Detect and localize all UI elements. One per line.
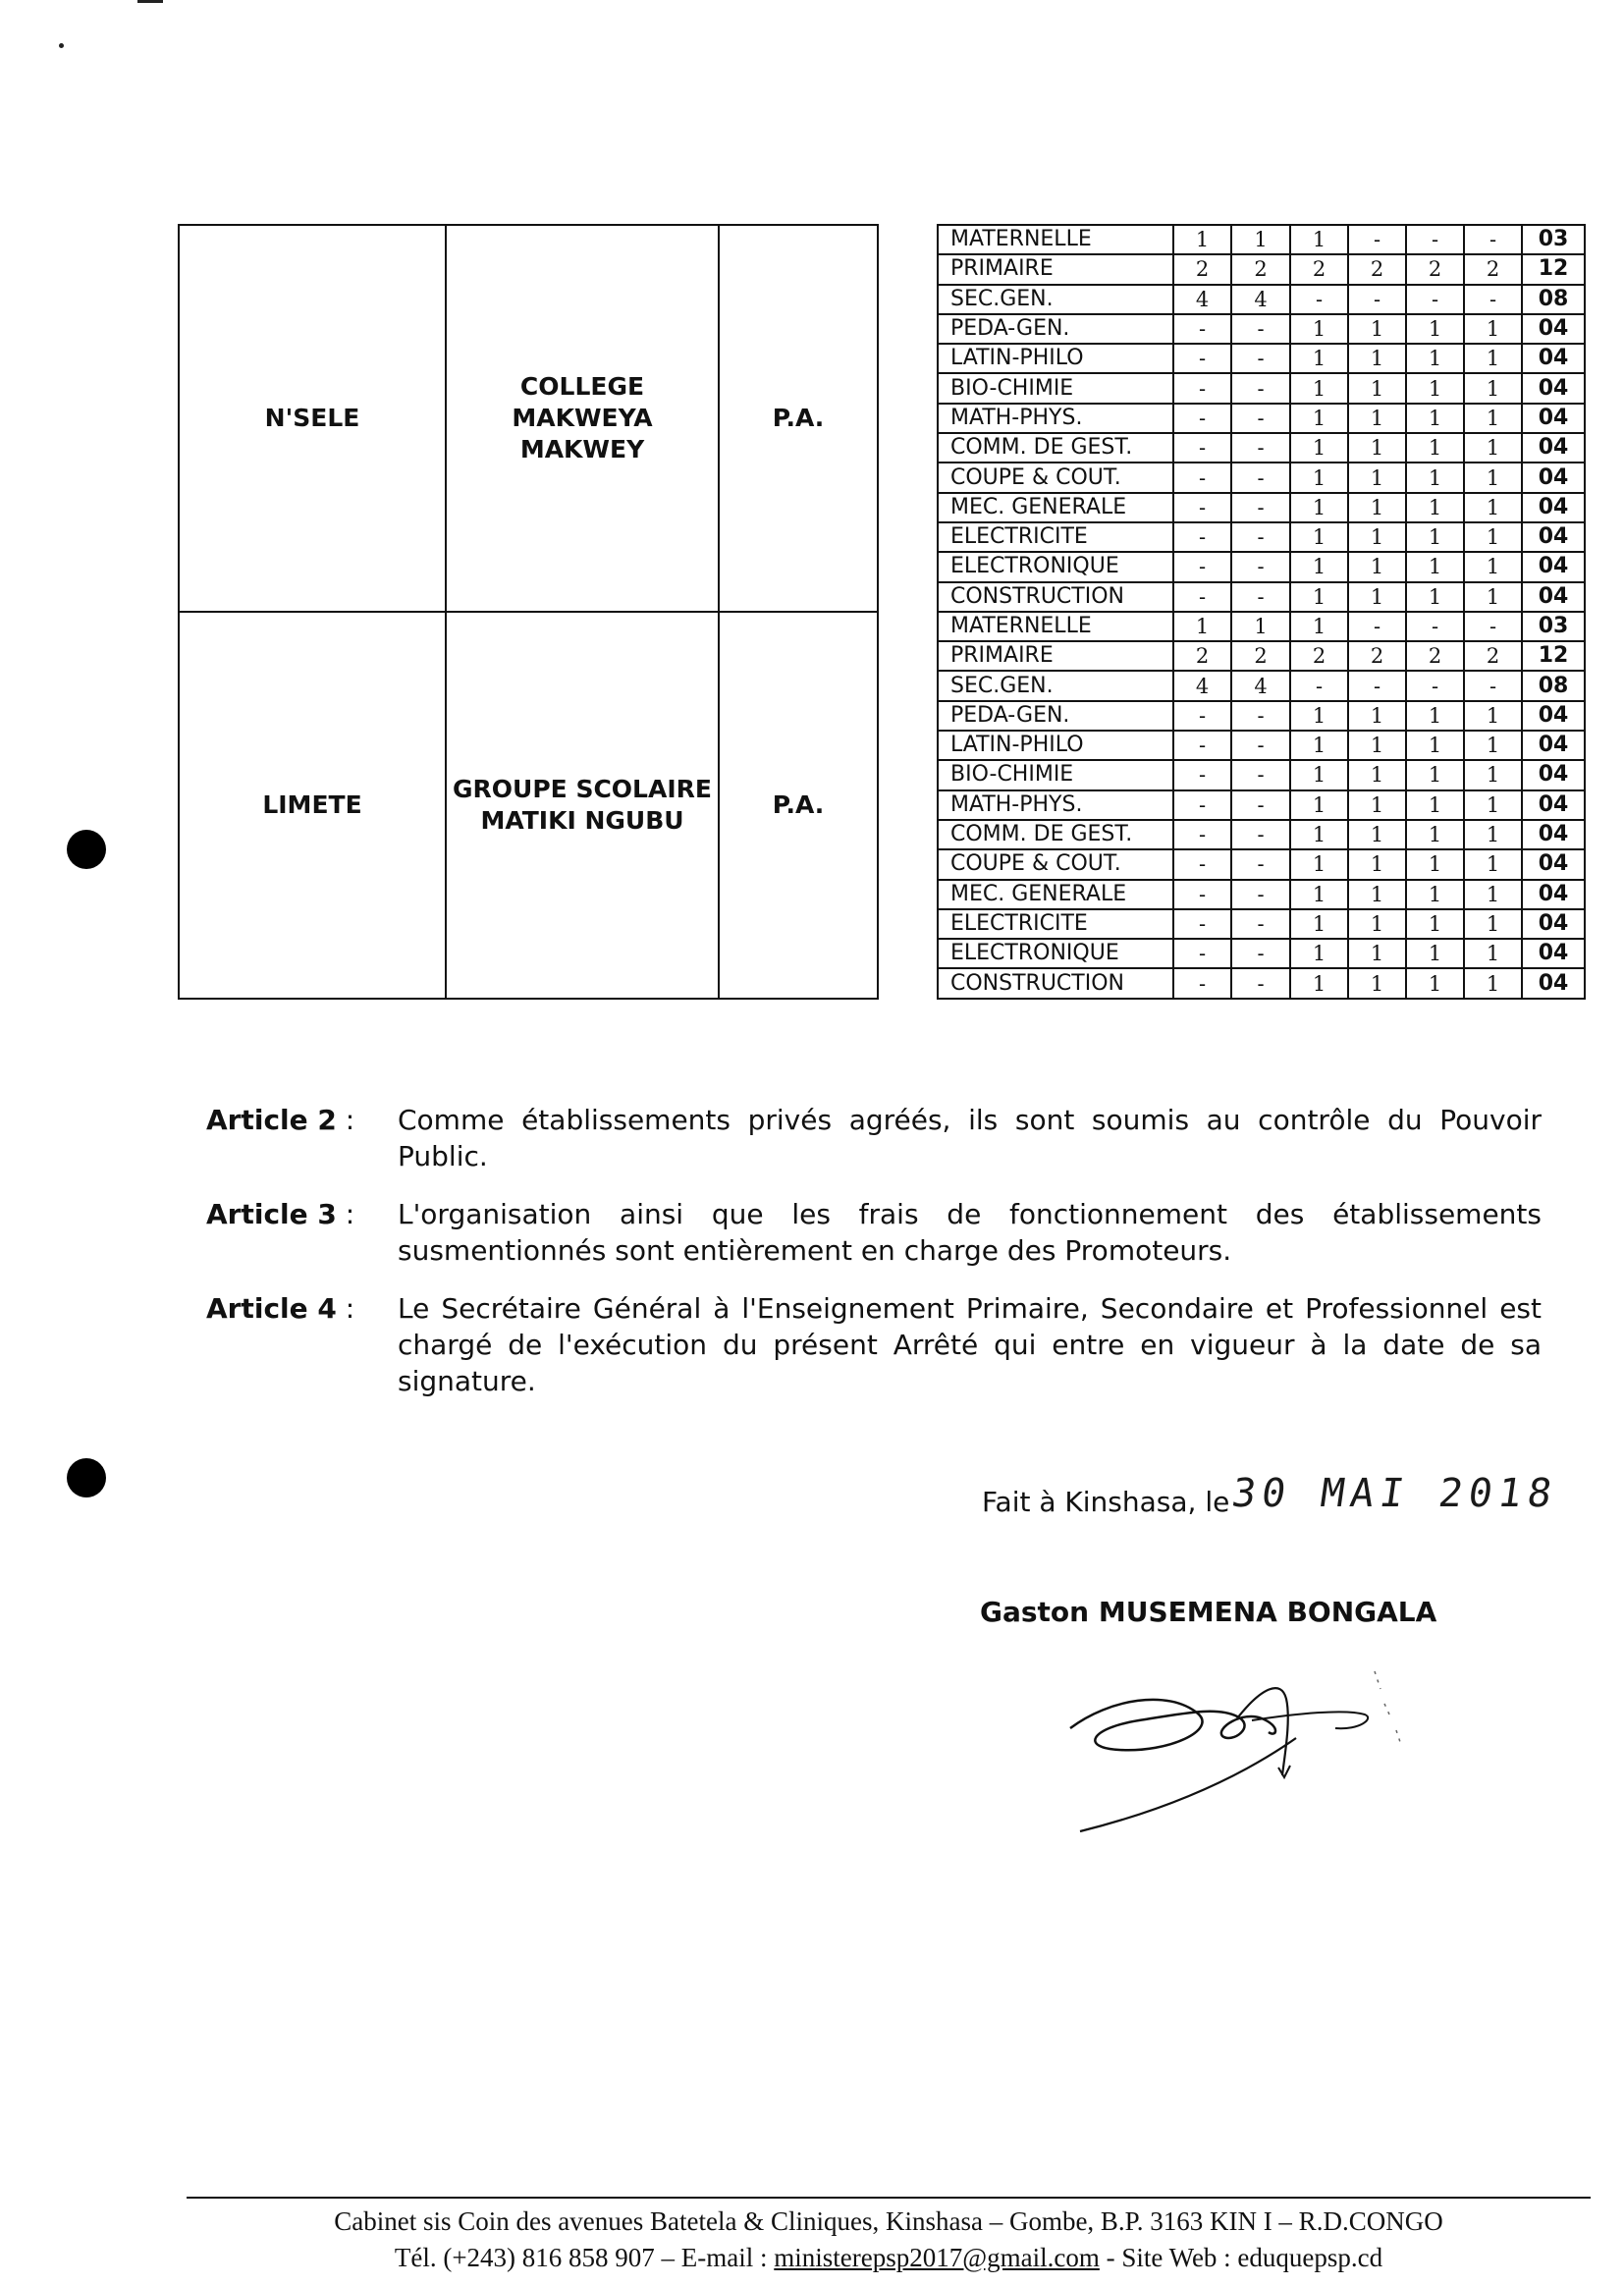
class-count-cell: 1 xyxy=(1290,849,1348,879)
class-count-cell: 1 xyxy=(1406,582,1464,612)
commune-cell: LIMETE xyxy=(179,612,446,999)
class-count-cell: - xyxy=(1231,344,1290,373)
class-count-cell: - xyxy=(1406,612,1464,641)
class-count-cell: - xyxy=(1173,790,1231,820)
total-cell: 04 xyxy=(1522,701,1585,731)
section-cell: COUPE & COUT. xyxy=(938,463,1173,492)
total-cell: 04 xyxy=(1522,820,1585,849)
class-count-cell: - xyxy=(1231,760,1290,789)
class-count-cell: 1 xyxy=(1348,582,1406,612)
class-count-cell: 1 xyxy=(1290,314,1348,344)
class-count-cell: - xyxy=(1231,314,1290,344)
article-text: L'organisation ainsi que les frais de fonctionnement des établissements susmentionnés sont entièrement en charge des Promoteurs. xyxy=(398,1198,1542,1267)
school-cell xyxy=(446,612,719,999)
class-count-cell: 4 xyxy=(1231,671,1290,700)
class-count-cell: 2 xyxy=(1173,641,1231,671)
class-count-cell: 1 xyxy=(1406,939,1464,968)
class-count-cell: 1 xyxy=(1464,790,1522,820)
class-count-cell: - xyxy=(1173,373,1231,403)
class-count-cell: 2 xyxy=(1406,254,1464,284)
class-count-cell: - xyxy=(1348,285,1406,314)
class-count-cell: 1 xyxy=(1464,731,1522,760)
school-name-line: COLLEGE xyxy=(519,371,645,401)
article-text: Comme établissements privés agréés, ils sont soumis au contrôle du Pouvoir Public. xyxy=(398,1104,1542,1172)
class-count-cell: - xyxy=(1231,939,1290,968)
class-count-cell: 2 xyxy=(1290,254,1348,284)
class-count-cell: - xyxy=(1231,968,1290,998)
class-count-cell: - xyxy=(1231,820,1290,849)
total-cell: 08 xyxy=(1522,671,1585,700)
class-count-cell: 2 xyxy=(1231,254,1290,284)
class-count-cell: 2 xyxy=(1231,641,1290,671)
section-cell: SEC.GEN. xyxy=(938,671,1173,700)
footer-contact: Tél. (+243) 816 858 907 – E-mail : ministerepsp2017@gmail.com - Site Web : eduquepsp.cd xyxy=(394,2243,1383,2272)
total-cell: 04 xyxy=(1522,373,1585,403)
class-count-cell: 1 xyxy=(1290,790,1348,820)
section-cell: ELECTRICITE xyxy=(938,909,1173,939)
class-count-cell: 1 xyxy=(1290,404,1348,433)
class-count-cell: - xyxy=(1173,493,1231,522)
class-count-cell: - xyxy=(1173,344,1231,373)
class-count-cell: - xyxy=(1173,701,1231,731)
class-count-cell: - xyxy=(1290,671,1348,700)
total-cell: 12 xyxy=(1522,254,1585,284)
class-count-cell: 1 xyxy=(1406,433,1464,463)
class-count-cell: 1 xyxy=(1464,344,1522,373)
allocation-table xyxy=(178,224,1586,1000)
class-count-cell: 1 xyxy=(1464,760,1522,789)
article-text: Le Secrétaire Général à l'Enseignement Primaire, Secondaire et Professionnel est chargé de l'exécution du présent Arrêté qui entre en vigueur à la date de sa signature. xyxy=(398,1292,1542,1397)
class-count-cell: - xyxy=(1406,225,1464,254)
class-count-cell: - xyxy=(1173,880,1231,909)
section-cell: LATIN-PHILO xyxy=(938,344,1173,373)
section-cell: MEC. GENERALE xyxy=(938,493,1173,522)
class-count-cell: 1 xyxy=(1348,404,1406,433)
class-count-cell: 1 xyxy=(1464,522,1522,552)
class-count-cell: - xyxy=(1231,909,1290,939)
total-cell: 12 xyxy=(1522,641,1585,671)
article-2 xyxy=(206,1102,1542,1174)
school-name-line: MAKWEYA xyxy=(512,403,653,432)
class-count-cell: 1 xyxy=(1348,849,1406,879)
section-cell: COMM. DE GEST. xyxy=(938,433,1173,463)
total-cell: 03 xyxy=(1522,225,1585,254)
class-count-cell: 1 xyxy=(1290,820,1348,849)
class-count-cell: - xyxy=(1173,522,1231,552)
punch-hole-upper xyxy=(67,830,106,869)
class-count-cell: 1 xyxy=(1290,968,1348,998)
class-count-cell: 2 xyxy=(1464,254,1522,284)
class-count-cell: 4 xyxy=(1231,285,1290,314)
handwritten-date-stamp: 30 MAI 2018 xyxy=(1228,1471,1561,1516)
class-count-cell: 1 xyxy=(1290,552,1348,581)
class-count-cell: 1 xyxy=(1173,225,1231,254)
total-cell: 04 xyxy=(1522,939,1585,968)
class-count-cell: 1 xyxy=(1406,373,1464,403)
class-count-cell: 1 xyxy=(1406,820,1464,849)
class-count-cell: - xyxy=(1231,731,1290,760)
class-count-cell: 1 xyxy=(1290,760,1348,789)
total-cell: 04 xyxy=(1522,463,1585,492)
school-name-line: GROUPE SCOLAIRE xyxy=(453,774,712,803)
class-count-cell: - xyxy=(1348,671,1406,700)
class-count-cell: 1 xyxy=(1464,373,1522,403)
class-count-cell: 1 xyxy=(1464,582,1522,612)
class-count-cell: - xyxy=(1173,909,1231,939)
class-count-cell: 1 xyxy=(1173,612,1231,641)
class-count-cell: 1 xyxy=(1464,433,1522,463)
article-label: Article 2 : xyxy=(206,1104,355,1136)
class-count-cell: 1 xyxy=(1348,909,1406,939)
section-cell: ELECTRONIQUE xyxy=(938,939,1173,968)
total-cell: 04 xyxy=(1522,731,1585,760)
class-count-cell: 1 xyxy=(1231,612,1290,641)
regime-cell: P.A. xyxy=(719,612,878,999)
scan-mark-top xyxy=(137,0,163,3)
class-count-cell: 1 xyxy=(1406,909,1464,939)
class-count-cell: - xyxy=(1464,225,1522,254)
section-cell: PRIMAIRE xyxy=(938,254,1173,284)
school-cell xyxy=(446,225,719,612)
class-count-cell: 1 xyxy=(1290,731,1348,760)
class-count-cell: 1 xyxy=(1348,760,1406,789)
table-row xyxy=(179,225,1585,254)
class-count-cell: - xyxy=(1231,404,1290,433)
class-count-cell: 1 xyxy=(1464,463,1522,492)
section-cell: ELECTRICITE xyxy=(938,522,1173,552)
total-cell: 04 xyxy=(1522,909,1585,939)
footer-address: Cabinet sis Coin des avenues Batetela & Cliniques, Kinshasa – Gombe, B.P. 3163 KIN I – R.D.CONGO xyxy=(334,2206,1443,2236)
class-count-cell: - xyxy=(1173,552,1231,581)
class-count-cell: - xyxy=(1173,968,1231,998)
class-count-cell: - xyxy=(1464,671,1522,700)
class-count-cell: - xyxy=(1173,849,1231,879)
class-count-cell: - xyxy=(1173,463,1231,492)
class-count-cell: 4 xyxy=(1173,671,1231,700)
total-cell: 04 xyxy=(1522,849,1585,879)
class-count-cell: - xyxy=(1231,582,1290,612)
class-count-cell: - xyxy=(1173,433,1231,463)
section-cell: PEDA-GEN. xyxy=(938,314,1173,344)
handwritten-signature xyxy=(1051,1660,1424,1846)
total-cell: 04 xyxy=(1522,493,1585,522)
class-count-cell: 1 xyxy=(1348,522,1406,552)
class-count-cell: 1 xyxy=(1406,344,1464,373)
total-cell: 04 xyxy=(1522,314,1585,344)
class-count-cell: - xyxy=(1173,314,1231,344)
section-cell: PEDA-GEN. xyxy=(938,701,1173,731)
class-count-cell: 1 xyxy=(1348,314,1406,344)
class-count-cell: 1 xyxy=(1464,820,1522,849)
total-cell: 04 xyxy=(1522,582,1585,612)
class-count-cell: 1 xyxy=(1348,493,1406,522)
section-cell: MATH-PHYS. xyxy=(938,404,1173,433)
class-count-cell: 1 xyxy=(1464,314,1522,344)
class-count-cell: 1 xyxy=(1348,880,1406,909)
class-count-cell: 1 xyxy=(1406,493,1464,522)
class-count-cell: - xyxy=(1348,612,1406,641)
articles-section xyxy=(206,1102,1542,1421)
class-count-cell: 1 xyxy=(1348,344,1406,373)
class-count-cell: 1 xyxy=(1290,433,1348,463)
class-count-cell: 1 xyxy=(1290,225,1348,254)
class-count-cell: - xyxy=(1173,582,1231,612)
section-cell: MEC. GENERALE xyxy=(938,880,1173,909)
class-count-cell: 4 xyxy=(1173,285,1231,314)
class-count-cell: 1 xyxy=(1348,373,1406,403)
gap-cell xyxy=(878,612,938,999)
table-row xyxy=(179,612,1585,641)
article-label: Article 4 : xyxy=(206,1292,355,1325)
class-count-cell: 2 xyxy=(1406,641,1464,671)
class-count-cell: - xyxy=(1231,373,1290,403)
class-count-cell: 1 xyxy=(1348,701,1406,731)
class-count-cell: - xyxy=(1231,463,1290,492)
class-count-cell: 1 xyxy=(1290,582,1348,612)
class-count-cell: 1 xyxy=(1290,344,1348,373)
class-count-cell: 1 xyxy=(1348,552,1406,581)
class-count-cell: - xyxy=(1231,790,1290,820)
section-cell: CONSTRUCTION xyxy=(938,968,1173,998)
class-count-cell: 1 xyxy=(1290,612,1348,641)
class-count-cell: - xyxy=(1231,522,1290,552)
class-count-cell: 1 xyxy=(1348,939,1406,968)
class-count-cell: 1 xyxy=(1406,701,1464,731)
total-cell: 04 xyxy=(1522,404,1585,433)
section-cell: BIO-CHIMIE xyxy=(938,373,1173,403)
footer-rule xyxy=(187,2197,1591,2199)
class-count-cell: 1 xyxy=(1406,731,1464,760)
class-count-cell: 1 xyxy=(1464,909,1522,939)
section-cell: COUPE & COUT. xyxy=(938,849,1173,879)
class-count-cell: 2 xyxy=(1348,254,1406,284)
school-name-line: MAKWEY xyxy=(519,434,645,463)
class-count-cell: 1 xyxy=(1406,522,1464,552)
class-count-cell: 1 xyxy=(1464,968,1522,998)
signatory-name: Gaston MUSEMENA BONGALA xyxy=(980,1596,1437,1628)
class-count-cell: 1 xyxy=(1464,849,1522,879)
class-count-cell: 1 xyxy=(1406,314,1464,344)
total-cell: 04 xyxy=(1522,344,1585,373)
class-count-cell: 1 xyxy=(1406,404,1464,433)
class-count-cell: 1 xyxy=(1290,463,1348,492)
article-label: Article 3 : xyxy=(206,1198,355,1230)
class-count-cell: 1 xyxy=(1406,968,1464,998)
class-count-cell: 1 xyxy=(1290,522,1348,552)
class-count-cell: - xyxy=(1348,225,1406,254)
class-count-cell: - xyxy=(1231,849,1290,879)
section-cell: ELECTRONIQUE xyxy=(938,552,1173,581)
class-count-cell: 1 xyxy=(1406,760,1464,789)
section-cell: SEC.GEN. xyxy=(938,285,1173,314)
class-count-cell: 1 xyxy=(1290,939,1348,968)
section-cell: LATIN-PHILO xyxy=(938,731,1173,760)
commune-cell: N'SELE xyxy=(179,225,446,612)
regime-cell: P.A. xyxy=(719,225,878,612)
class-count-cell: - xyxy=(1173,404,1231,433)
email-link[interactable]: ministerepsp2017@gmail.com xyxy=(774,2243,1100,2272)
class-count-cell: - xyxy=(1231,433,1290,463)
class-count-cell: 1 xyxy=(1290,701,1348,731)
class-count-cell: - xyxy=(1231,552,1290,581)
class-count-cell: 1 xyxy=(1348,433,1406,463)
class-count-cell: 1 xyxy=(1231,225,1290,254)
class-count-cell: 1 xyxy=(1348,820,1406,849)
class-count-cell: 1 xyxy=(1406,552,1464,581)
class-count-cell: 1 xyxy=(1290,493,1348,522)
section-cell: BIO-CHIMIE xyxy=(938,760,1173,789)
class-count-cell: 1 xyxy=(1348,790,1406,820)
class-count-cell: 1 xyxy=(1464,939,1522,968)
class-count-cell: - xyxy=(1173,820,1231,849)
class-count-cell: 1 xyxy=(1348,731,1406,760)
class-count-cell: - xyxy=(1290,285,1348,314)
class-count-cell: - xyxy=(1406,671,1464,700)
total-cell: 04 xyxy=(1522,968,1585,998)
section-cell: MATERNELLE xyxy=(938,612,1173,641)
total-cell: 08 xyxy=(1522,285,1585,314)
class-count-cell: 1 xyxy=(1464,404,1522,433)
total-cell: 03 xyxy=(1522,612,1585,641)
class-count-cell: 2 xyxy=(1464,641,1522,671)
class-count-cell: 1 xyxy=(1464,552,1522,581)
class-count-cell: 2 xyxy=(1173,254,1231,284)
section-cell: PRIMAIRE xyxy=(938,641,1173,671)
class-count-cell: 2 xyxy=(1290,641,1348,671)
place-and-date: Fait à Kinshasa, le xyxy=(982,1486,1230,1518)
class-count-cell: - xyxy=(1173,760,1231,789)
class-count-cell: 1 xyxy=(1406,790,1464,820)
section-cell: MATH-PHYS. xyxy=(938,790,1173,820)
scan-mark-dot xyxy=(59,43,64,48)
section-cell: MATERNELLE xyxy=(938,225,1173,254)
total-cell: 04 xyxy=(1522,433,1585,463)
article-3 xyxy=(206,1196,1542,1269)
class-count-cell: 1 xyxy=(1290,909,1348,939)
total-cell: 04 xyxy=(1522,522,1585,552)
class-count-cell: - xyxy=(1231,880,1290,909)
class-count-cell: 1 xyxy=(1406,463,1464,492)
class-count-cell: 1 xyxy=(1290,880,1348,909)
class-count-cell: - xyxy=(1231,701,1290,731)
section-cell: CONSTRUCTION xyxy=(938,582,1173,612)
class-count-cell: - xyxy=(1464,612,1522,641)
article-4 xyxy=(206,1290,1542,1399)
class-count-cell: 1 xyxy=(1406,849,1464,879)
class-count-cell: 1 xyxy=(1348,463,1406,492)
punch-hole-lower xyxy=(67,1458,106,1497)
section-cell: COMM. DE GEST. xyxy=(938,820,1173,849)
total-cell: 04 xyxy=(1522,552,1585,581)
total-cell: 04 xyxy=(1522,760,1585,789)
class-count-cell: 1 xyxy=(1464,493,1522,522)
class-count-cell: - xyxy=(1173,939,1231,968)
class-count-cell: 1 xyxy=(1464,701,1522,731)
class-count-cell: - xyxy=(1464,285,1522,314)
class-count-cell: 1 xyxy=(1290,373,1348,403)
total-cell: 04 xyxy=(1522,880,1585,909)
class-count-cell: - xyxy=(1231,493,1290,522)
total-cell: 04 xyxy=(1522,790,1585,820)
class-count-cell: - xyxy=(1406,285,1464,314)
class-count-cell: 1 xyxy=(1348,968,1406,998)
gap-cell xyxy=(878,225,938,612)
class-count-cell: - xyxy=(1173,731,1231,760)
class-count-cell: 1 xyxy=(1406,880,1464,909)
school-name-line: MATIKI NGUBU xyxy=(480,805,684,835)
class-count-cell: 2 xyxy=(1348,641,1406,671)
class-count-cell: 1 xyxy=(1464,880,1522,909)
footer xyxy=(187,2204,1591,2276)
